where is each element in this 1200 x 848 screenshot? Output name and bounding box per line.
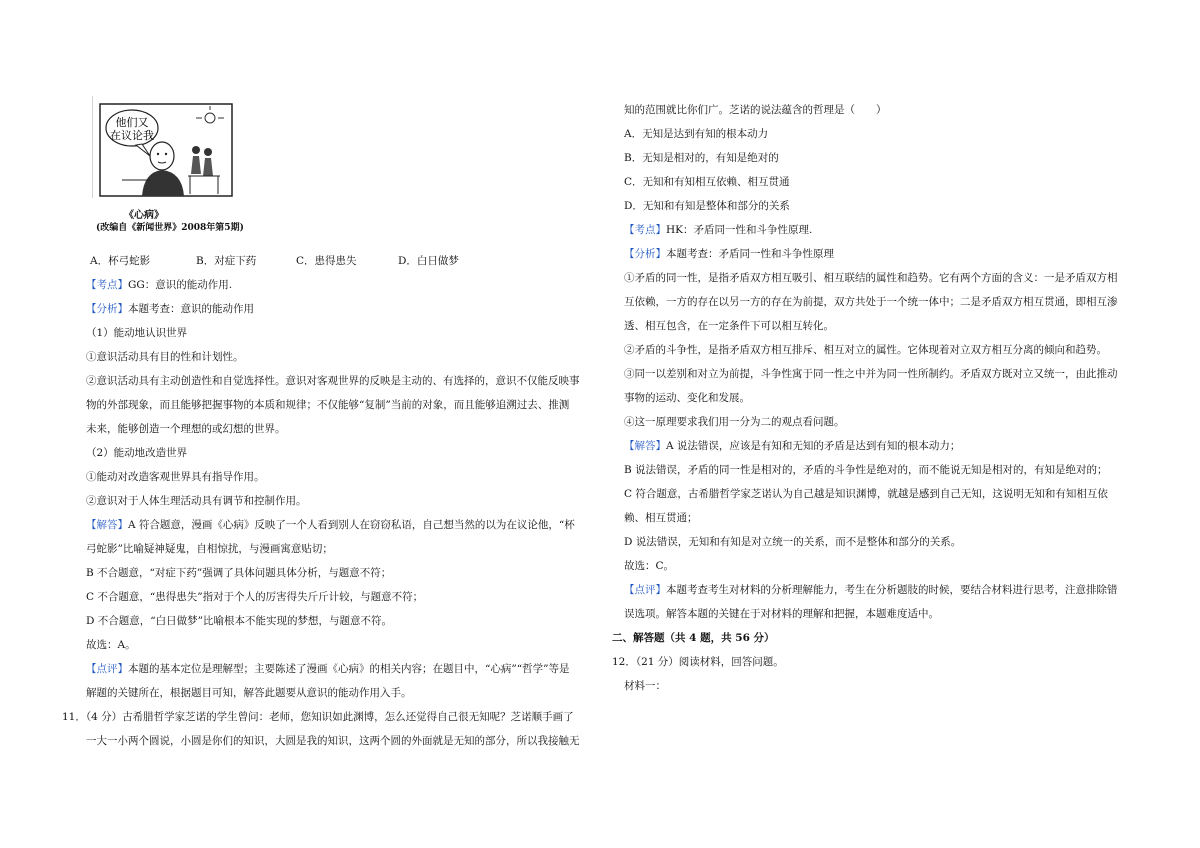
answer-line: B 说法错误，矛盾的同一性是相对的，矛盾的斗争性是绝对的，而不能说无知是相对的，有知是绝对的；: [624, 464, 1108, 476]
cartoon-image: [92, 94, 242, 198]
jieda-tag: 【解答】: [624, 440, 666, 452]
kaodian-tag: 【考点】: [86, 279, 128, 291]
analysis-line: ②矛盾的斗争性，是指矛盾双方相互排斥、相互对立的属性。它体现着对立双方相互分离的倾向和趋势。: [624, 344, 1107, 356]
question-11-line: 一大一小两个圆说，小圆是你们的知识，大圆是我的知识，这两个圆的外面就是无知的部分，所以我接触无: [86, 735, 580, 747]
jieda-tag: 【解答】: [86, 519, 128, 531]
analysis-line: ②意识对于人体生理活动具有调节和控制作用。: [86, 495, 307, 507]
answer-line: 弓蛇影”比喻疑神疑鬼，自相惊扰，与漫画寓意贴切；: [86, 543, 333, 555]
analysis-line: ①矛盾的同一性，是指矛盾双方相互吸引、相互联结的属性和趋势。它有两个方面的含义：一是矛盾双方相: [624, 272, 1118, 284]
analysis-line: 事物的运动、变化和发展。: [624, 392, 750, 404]
answer-line: B 不合题意，“对症下药”强调了具体问题具体分析，与题意不符；: [86, 567, 392, 579]
dianping-text: 本题的基本定位是理解型；主要陈述了漫画《心病》的相关内容；在题目中，“心病”“哲学”等是: [128, 663, 570, 675]
q11-option-b: B．无知是相对的，有知是绝对的: [624, 152, 779, 164]
analysis-line: （1）能动地认识世界: [86, 327, 188, 339]
question-11-line: 知的范围就比你们广。芝诺的说法蕴含的哲理是（ ）: [624, 104, 887, 116]
jieda-line: [624, 439, 960, 453]
answer-line: C 不合题意，“患得患失”指对于个人的厉害得失斤斤计较，与题意不符；: [86, 591, 424, 603]
dianping-tag: 【点评】: [86, 663, 128, 675]
kaodian-line: [86, 278, 232, 292]
q11-option-a: A．无知是达到有知的根本动力: [624, 128, 769, 140]
cartoon-figure: [92, 94, 242, 198]
analysis-line: ③同一以差别和对立为前提，斗争性寓于同一性之中并为同一性所制约。矛盾双方既对立又统一，由此推动: [624, 368, 1118, 380]
dianping-line: [624, 583, 1118, 597]
figure-caption-title: 《心病》: [124, 210, 164, 221]
bubble-text-1: 他们又: [115, 116, 149, 129]
kaodian-text: GG：意识的能动作用.: [128, 279, 233, 291]
bubble-text-2: 在议论我: [110, 129, 154, 142]
analysis-line: ④这一原理要求我们用一分为二的观点看问题。: [624, 416, 845, 428]
answer-line: D 不合题意，“白日做梦”比喻根本不能实现的梦想，与题意不符。: [86, 615, 392, 627]
answer-line: 赖、相互贯通；: [624, 512, 698, 524]
kaodian-text: HK：矛盾同一性和斗争性原理.: [666, 224, 813, 236]
dianping-line-2: 误选项。解答本题的关键在于对材料的理解和把握，本题难度适中。: [624, 608, 939, 620]
kaodian-tag: 【考点】: [624, 224, 666, 236]
answer-line: C 符合题意，古希腊哲学家芝诺认为自己越是知识渊博，就越是感到自己无知，这说明无知和有知相互依: [624, 488, 1108, 500]
material-label: 材料一：: [624, 680, 666, 692]
kaodian-line: [624, 223, 812, 237]
dianping-tag: 【点评】: [624, 584, 666, 596]
analysis-line: （2）能动地改造世界: [86, 447, 188, 459]
analysis-line: 互依赖，一方的存在以另一方的存在为前提，双方共处于一个统一体中；二是矛盾双方相互贯通，即相互渗: [624, 296, 1118, 308]
fenxi-tag: 【分析】: [624, 248, 666, 260]
answer-line: 故选：A。: [86, 639, 136, 651]
q10-option-a: A．杯弓蛇影: [90, 255, 151, 267]
fenxi-line: [86, 302, 254, 316]
answer-line: 故选：C。: [624, 560, 675, 572]
fenxi-text: 本题考查：意识的能动作用: [128, 303, 254, 315]
fenxi-tag: 【分析】: [86, 303, 128, 315]
fenxi-text: 本题考查：矛盾同一性和斗争性原理: [666, 248, 834, 260]
figure-caption-source: (改编自《新闻世界》2008年第5期): [96, 223, 244, 233]
jieda-text: A 符合题意，漫画《心病》反映了一个人看到别人在窃窃私语，自己想当然的以为在议论他，“杯: [128, 519, 575, 531]
fenxi-line: [624, 247, 834, 261]
q11-option-c: C．无知和有知相互依赖、相互贯通: [624, 176, 790, 188]
jieda-text: A 说法错误，应该是有知和无知的矛盾是达到有知的根本动力；: [666, 440, 961, 452]
jieda-line: [86, 518, 575, 532]
analysis-line: 透、相互包含，在一定条件下可以相互转化。: [624, 320, 834, 332]
q11-option-d: D．无知和有知是整体和部分的关系: [624, 200, 790, 212]
analysis-line: 物的外部现象，而且能够把握事物的本质和规律；不仅能够“复制”当前的对象，而且能够追溯过去、推测: [86, 399, 570, 411]
analysis-line: ②意识活动具有主动创造性和自觉选择性。意识对客观世界的反映是主动的、有选择的，意识不仅能反映事: [86, 375, 580, 387]
q10-options: [90, 254, 459, 268]
section-title: 二、解答题（共 4 题，共 56 分）: [612, 632, 775, 644]
question-11-line: 11．（4 分）古希腊哲学家芝诺的学生曾问：老师，您知识如此渊博，怎么还觉得自己很无知呢？芝诺顺手画了: [62, 711, 574, 723]
q10-option-b: B．对症下药: [196, 255, 257, 267]
q10-option-c: C．患得患失: [296, 255, 357, 267]
dianping-text: 本题考查考生对材料的分析理解能力，考生在分析题肢的时候，要结合材料进行思考，注意排除错: [666, 584, 1118, 596]
question-12: 12．（21 分）阅读材料，回答问题。: [612, 656, 784, 668]
analysis-line: ①意识活动具有目的性和计划性。: [86, 351, 244, 363]
answer-line: D 说法错误，无知和有知是对立统一的关系，而不是整体和部分的关系。: [624, 536, 962, 548]
dianping-line: [86, 662, 569, 676]
analysis-line: ①能动对改造客观世界具有指导作用。: [86, 471, 265, 483]
q10-option-d: D．白日做梦: [398, 255, 459, 267]
analysis-line: 未来，能够创造一个理想的或幻想的世界。: [86, 423, 286, 435]
dianping-line-2: 解题的关键所在，根据题目可知，解答此题要从意识的能动作用入手。: [86, 687, 412, 699]
